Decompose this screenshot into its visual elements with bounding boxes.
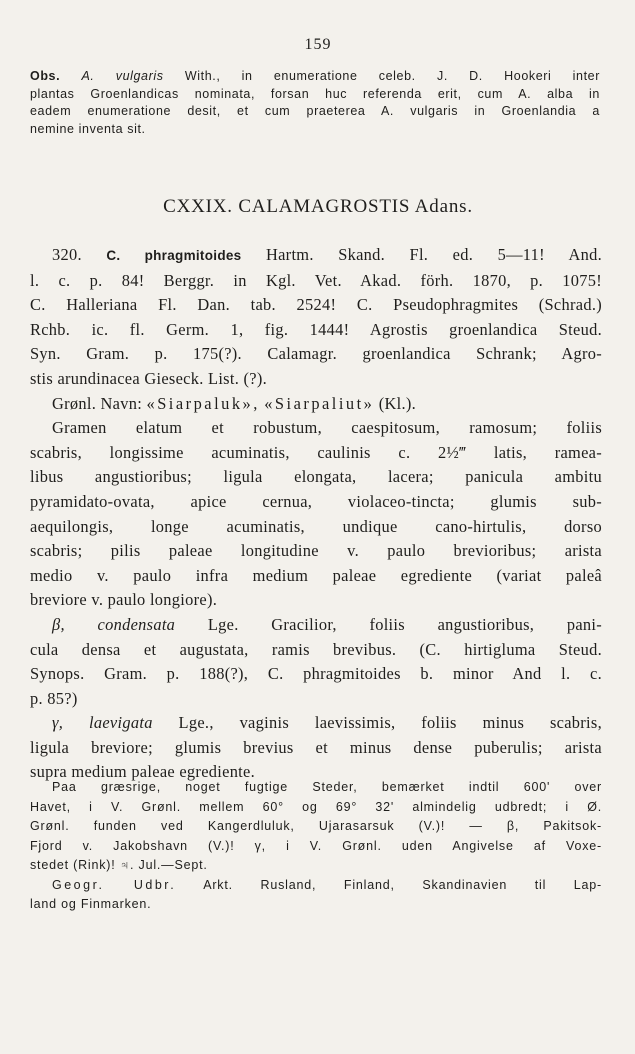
obs-line-2: plantas Groenlandicas nominata, forsan huc referenda erit, cum A. alba in (30, 86, 600, 101)
native-name-source: (Kl.). (378, 393, 417, 413)
variety-beta: β, condensata Lge. Gracilior, foliis angustioribus, pani- cula densa et augustata, ramis brevibus. (C. hirtigluma Steud. Synops. Gram. p. 188(?), C. phragmitoides b. minor And l. c. p. 85?) (30, 614, 603, 708)
description: Gramen elatum et robustum, caespitosum, ramosum; foliis scabris, longissime acuminatis, caulinis c. 2½‴ latis, ramea- libus angustioribus; ligula elongata, lacera; panicula ambitu pyramidato-ovata, apice cernua, violaceo-tincta; glumis sub- aequilongis, longe acuminatis, undique cano-hirtulis, dorso scabris; pilis paleae longitudine v. paulo brevioribus; arista medio v. paulo infra medium paleae egrediente (variat paleâ breviore v. paulo longiore). (30, 418, 602, 610)
entry-line-4: Rchb. ic. fl. Germ. 1, fig. 1444! Agrostis groenlandica Steud. (30, 319, 602, 339)
native-name-line (30, 392, 602, 417)
species-entry (30, 243, 602, 785)
entry-name: C. phragmitoides (106, 248, 242, 263)
entry-line-1: 320. C. phragmitoides Hartm. Skand. Fl. ed. 5—11! And. (52, 245, 603, 264)
entry-line-2: l. c. p. 84! Berggr. in Kgl. Vet. Akad. förh. 1870, p. 1075! (30, 270, 602, 290)
variety-gamma: γ, laevigata Lge., vaginis laevissimis, foliis minus scabris, ligula breviore; glumis brevius et minus dense puberulis; arista supra medium paleae egrediente. (30, 713, 602, 782)
variety-gamma-name: laevigata (89, 713, 153, 733)
geogr-label: Geogr. Udbr. (52, 877, 177, 892)
variety-beta-name: condensata (97, 614, 176, 634)
obs-label: Obs. (30, 69, 61, 83)
native-name-2: «Siarpaliut» (264, 393, 375, 413)
entry-line-3: C. Halleriana Fl. Dan. tab. 2524! C. Pseudophragmites (Schrad.) (30, 295, 602, 315)
variety-gamma-symbol: γ, (52, 713, 64, 733)
obs-line-1: Obs. A. vulgaris With., in enumeratione celeb. J. D. Hookeri inter (30, 69, 600, 83)
native-name-label: Grønl. Navn: (52, 393, 143, 413)
geographic-distribution: Geogr. Udbr. Arkt. Rusland, Finland, Skandinavien til Lap- land og Finmarken. (30, 877, 602, 911)
genus-heading: CXXIX. CALAMAGROSTIS Adans. (163, 196, 473, 217)
obs-line-4: nemine inventa sit. (30, 121, 146, 136)
obs-paragraph (30, 68, 600, 138)
obs-line-3: eadem enumeratione desit, et cum praeterea A. vulgaris in Groenlandia a (30, 104, 600, 118)
variety-beta-symbol: β, (52, 614, 65, 634)
entry-line-6: stis arundinacea Gieseck. List. (?). (30, 368, 267, 388)
entry-number: 320. (52, 245, 82, 264)
page-number: 159 (304, 36, 332, 53)
obs-species: A. vulgaris (81, 69, 164, 83)
entry-line-5: Syn. Gram. p. 175(?). Calamagr. groenlandica Schrank; Agro- (30, 344, 602, 364)
native-name-1: «Siarpaluk», (146, 393, 260, 413)
distribution-paragraph: Paa græsrige, noget fugtige Steder, bemærket indtil 600' over Havet, i V. Grønl. mellem 60° og 69° 32' almindelig udbredt; i Ø. Grønl. funden ved Kangerdluluk, Ujarasarsuk (V.)! — β, Pakitsok- Fjord v. Jakobshavn (V.)! γ, i V. Grønl. uden Angivelse af Voxe- stedet (Rink)! ♃. Jul.—Sept. Geogr. Udbr. Arkt. Rusland, Finland, Skandinavien til Lap- land og Finmarken. (30, 778, 602, 915)
